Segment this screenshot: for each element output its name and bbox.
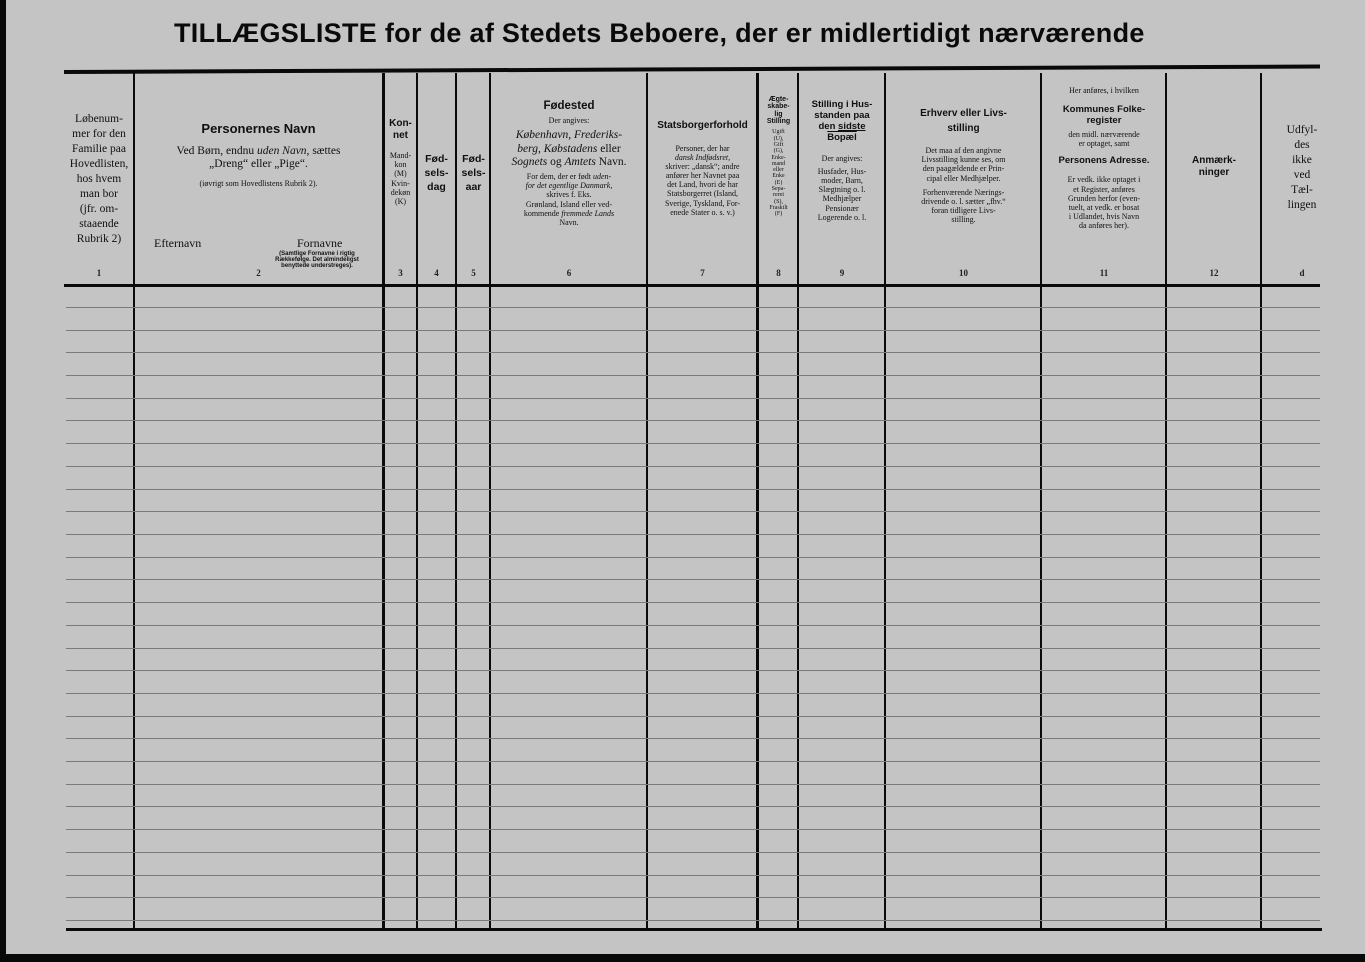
- entry-row-line: [66, 602, 1320, 603]
- col11-heading: register: [1086, 115, 1122, 127]
- col11-line: et Register, anføres: [1073, 184, 1135, 194]
- col-number: 7: [700, 268, 705, 278]
- col5-heading: sels-: [461, 167, 486, 180]
- col2-fornavne: Fornavne: [297, 236, 343, 250]
- col7-line: enede Stater o. s. v.): [670, 207, 735, 217]
- col9-heading: standen paa: [814, 109, 870, 121]
- col8-line: reret: [773, 192, 784, 199]
- col-number: 9: [839, 268, 845, 278]
- col11-line: tuelt, at vedk. er bosat: [1068, 202, 1140, 212]
- cold-line: Udfyl-: [1286, 124, 1318, 136]
- col8-line: Sepa-: [771, 186, 786, 193]
- col8-line: (E): [774, 179, 783, 186]
- col7-line: Sverige, Tyskland, For-: [664, 198, 741, 208]
- entry-row-line: [66, 466, 1320, 467]
- entry-row-line: [66, 625, 1320, 626]
- col11-header: [1042, 86, 1166, 296]
- col-number: 2: [256, 268, 261, 278]
- entry-row-line: [66, 761, 1320, 762]
- col-number: 1: [96, 268, 102, 278]
- entry-row-line: [66, 534, 1320, 535]
- col1-header: [64, 112, 134, 322]
- entry-row-line: [66, 579, 1320, 580]
- col3-line: kon: [394, 160, 407, 170]
- col1-line: mer for den: [72, 127, 126, 140]
- col9-line: Husfader, Hus-: [817, 166, 867, 176]
- col4-header: [417, 152, 456, 362]
- entry-row-line: [66, 648, 1320, 649]
- col2-header: [135, 122, 382, 332]
- entry-row-line: [66, 738, 1320, 739]
- col3-line: dekøn: [390, 187, 411, 197]
- col6-line: Sognets og Amtets Navn.: [511, 155, 627, 168]
- col11-line: er optaget, samt: [1078, 139, 1130, 149]
- col-number: 10: [959, 268, 968, 278]
- entry-row-line: [66, 511, 1320, 512]
- top-rule: [64, 65, 1320, 74]
- col8-line: (G),: [773, 148, 784, 155]
- col10-line: cipal eller Medhjælper.: [926, 173, 1001, 183]
- col11-line: da anføres her).: [1079, 221, 1129, 231]
- col7-line: dansk Indfødsret,: [674, 152, 731, 162]
- cold-line: des: [1294, 138, 1310, 151]
- col7-heading: Statsborgerforhold: [657, 120, 748, 131]
- col7-line: Statsborgerret (Island,: [667, 189, 738, 199]
- entry-row-line: [66, 852, 1320, 853]
- col8-line: (U),: [773, 135, 784, 142]
- col7-line: anfører her Navnet paa: [665, 171, 740, 181]
- col2-note1: Ved Børn, endnu uden Navn, sættes: [176, 144, 341, 157]
- col-number: 5: [471, 268, 476, 278]
- col9-heading: Stilling i Hus-: [811, 100, 873, 110]
- col7-line: Personer, der har: [675, 143, 730, 153]
- col7-line: skriver: „dansk“; andre: [665, 161, 740, 171]
- cold-line: lingen: [1287, 198, 1317, 211]
- col8-heading: skabe-: [767, 103, 790, 111]
- col8-line: Enke-: [771, 154, 786, 161]
- col9-line: moder, Barn,: [821, 176, 863, 186]
- col1-line: Hovedlisten,: [69, 157, 129, 170]
- col10-line: Det maa af den angivne: [925, 146, 1002, 155]
- entry-row-line: [66, 489, 1320, 490]
- col11-pre: Her anføres, i hvilken: [1069, 86, 1139, 95]
- col10-line: stilling.: [951, 215, 976, 225]
- col9-line: Slægtning o. l.: [818, 185, 866, 195]
- col2-heading: Personernes Navn: [201, 122, 316, 136]
- col11-line: Er vedk. ikke optaget i: [1067, 175, 1141, 185]
- col12-header: [1167, 155, 1261, 365]
- entry-row-line: [66, 829, 1320, 830]
- entry-row-line: [66, 670, 1320, 671]
- col10-line: Forhenværende Nærings-: [922, 187, 1005, 197]
- col8-heading: Stilling: [766, 118, 791, 126]
- entry-row-line: [66, 420, 1320, 421]
- entry-row-line: [66, 920, 1320, 921]
- col1-line: Rubrik 2): [76, 232, 122, 245]
- col12-heading: Anmærk-: [1192, 155, 1236, 166]
- entry-row-line: [66, 352, 1320, 353]
- col5-heading: Fød-: [462, 153, 485, 165]
- cold-line: ved: [1293, 168, 1311, 181]
- col7-header: [648, 120, 757, 330]
- col3-line: Kvin-: [391, 178, 410, 188]
- col3-line: (M): [394, 169, 407, 179]
- entry-row-line: [66, 375, 1320, 376]
- col5-heading: aar: [465, 181, 482, 194]
- col9-line: Pensionær: [825, 203, 859, 213]
- col11-heading: Kommunes Folke-: [1062, 104, 1146, 116]
- form-title: TILLÆGSLISTE for de af Stedets Beboere, der er midlertidigt nærværende: [174, 18, 1145, 48]
- col6-note: Grønland, Island eller ved-: [525, 199, 613, 209]
- col8-heading: lig: [774, 110, 783, 118]
- col11-line: Grunden herfor (even-: [1068, 193, 1140, 203]
- col8-line: Ugift: [772, 129, 785, 136]
- col6-line: berg, Købstadens eller: [517, 142, 621, 155]
- col7-line: det Land, hvori de har: [667, 180, 738, 190]
- col12-heading: ninger: [1198, 166, 1230, 178]
- col10-heading: stilling: [947, 122, 980, 134]
- col-number: 11: [1099, 268, 1109, 278]
- entry-row-line: [66, 806, 1320, 807]
- col-number: 6: [566, 268, 572, 278]
- col9-line: Medhjælper: [822, 194, 862, 204]
- col6-line: København, Frederiks-: [515, 129, 623, 142]
- col8-line: Enke: [772, 173, 785, 180]
- col6-note: For dem, der er født uden-: [526, 172, 612, 182]
- col6-note: for det egentlige Danmark,: [525, 181, 613, 191]
- col3-line: Mand-: [389, 151, 412, 160]
- col1-line: man bor: [79, 187, 118, 200]
- col10-header: [886, 108, 1041, 318]
- col8-heading: Ægte-: [768, 96, 789, 103]
- col8-line: (S),: [774, 198, 783, 205]
- col3-header: [384, 118, 417, 328]
- cold-line: Tæl-: [1291, 183, 1313, 196]
- col10-line: Livsstilling kunne ses, om: [921, 155, 1006, 165]
- col6-note: skrives f. Eks.: [546, 190, 592, 200]
- col2-efternavn: Efternavn: [154, 236, 202, 250]
- entry-row-line: [66, 875, 1320, 876]
- col-number: d: [1299, 268, 1305, 278]
- entry-row-line: [66, 716, 1320, 717]
- col1-line: Løbenum-: [75, 113, 123, 125]
- col9-sub: Der angives:: [821, 153, 863, 163]
- col-number: 3: [398, 268, 403, 278]
- col4-heading: Fød-: [425, 153, 448, 165]
- col3-heading: Kon-: [389, 118, 412, 129]
- col1-line: (jfr. om-: [79, 202, 119, 215]
- col8-line: Fraskilt: [769, 204, 788, 211]
- col10-line: foran tidligere Livs-: [931, 206, 996, 216]
- bottom-rule: [66, 928, 1322, 931]
- col9-heading: den sidste: [818, 120, 866, 132]
- col4-heading: dag: [427, 181, 446, 194]
- cold-line: ikke: [1292, 153, 1312, 166]
- col9-header: [799, 100, 885, 310]
- col2-note3: (iøvrigt som Hovedlistens Rubrik 2).: [199, 179, 318, 189]
- col11-heading2: Personens Adresse.: [1058, 155, 1150, 167]
- cold-header: [1262, 123, 1342, 333]
- col-number: 8: [776, 268, 781, 278]
- col10-line: den paagældende er Prin-: [922, 164, 1005, 174]
- col6-note: Navn.: [559, 218, 579, 227]
- col10-line: drivende o. l. sætter „fhv.“: [921, 196, 1006, 206]
- col4-heading: sels-: [424, 167, 449, 180]
- entry-row-line: [66, 443, 1320, 444]
- col6-heading: Fødested: [543, 100, 595, 112]
- col8-line: mand: [771, 160, 786, 167]
- entry-row-line: [66, 398, 1320, 399]
- col6-sub: Der angives:: [548, 116, 590, 126]
- col11-line: i Udlandet, hvis Navn: [1068, 212, 1140, 222]
- col5-header: [457, 152, 490, 362]
- col1-line: Familie paa: [72, 142, 126, 155]
- col8-line: (F): [774, 211, 783, 218]
- col1-line: hos hvem: [76, 172, 122, 185]
- col2-fornavne-note: (Samtlige Fornavne i rigtig Rækkefølge. Det almindeligst benyttede understreges).: [275, 251, 359, 269]
- entry-row-line: [66, 784, 1320, 785]
- entry-row-line: [66, 897, 1320, 898]
- col1-line: staaende: [79, 217, 119, 230]
- col10-heading: Erhverv eller Livs-: [920, 108, 1007, 119]
- col-number: 12: [1209, 268, 1219, 278]
- col8-line: Gift: [773, 141, 784, 148]
- col3-line: (K): [394, 196, 407, 206]
- col9-line: Logerende o. l.: [817, 212, 867, 222]
- col9-heading: Bopæl: [827, 131, 857, 143]
- col3-heading: net: [393, 129, 408, 141]
- col8-line: eller: [773, 167, 784, 174]
- col2-note2: „Dreng“ eller „Pige“.: [209, 158, 308, 171]
- col11-line: den midl. nærværende: [1068, 130, 1140, 140]
- col6-header: [491, 100, 647, 310]
- col-number: 4: [434, 268, 439, 278]
- entry-row-line: [66, 693, 1320, 694]
- col6-note: kommende fremmede Lands: [523, 208, 615, 218]
- entry-row-line: [66, 557, 1320, 558]
